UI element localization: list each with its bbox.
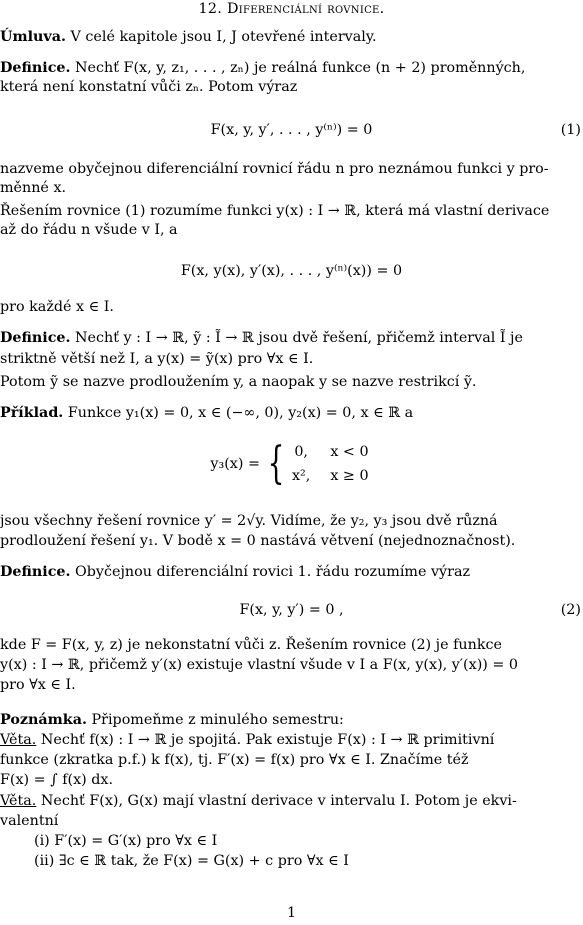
example-text-1: Funkce y₁(x) = 0, x ∈ (−∞, 0), y₂(x) = 0, x ∈ ℝ a (67, 405, 414, 421)
definition-2-label: Definice. (0, 330, 71, 346)
theorem-1-text-1: Nechť f(x) : I → ℝ je spojitá. Pak existuje F(x) : I → ℝ primitivní (40, 732, 495, 748)
theorem-2-label: Věta. (0, 793, 37, 809)
case-2-condition: x ≥ 0 (330, 468, 369, 484)
definition-3-text-1: Obyčejnou diferenciální rovici 1. řádu rozumíme výraz (75, 564, 471, 580)
theorem-1-label: Věta. (0, 732, 37, 748)
theorem-2-text-1: Nechť F(x), G(x) mají vlastní derivace v intervalu I. Potom je ekvi- (40, 793, 517, 809)
definition-1-after-1: nazveme obyčejnou diferenciální rovnicí řádu n pro neznámou funkci y pro- (0, 161, 549, 177)
theorem-1-line-2: funkce (zkratka p.f.) k f(x), tj. F′(x) = f(x) pro ∀x ∈ I. Značíme též (0, 752, 469, 768)
chapter-heading (0, 0, 583, 19)
convention-paragraph (0, 28, 583, 47)
chapter-title: Diferenciální rovnice. (226, 1, 385, 17)
equation-1 (0, 121, 583, 140)
piecewise-cases (292, 440, 373, 488)
piecewise-equation (0, 440, 583, 496)
equation-1-formula: F(x, y, y′, . . . , y⁽ⁿ⁾) = 0 (210, 122, 373, 138)
equation-1-number: (1) (560, 122, 581, 138)
definition-3-line-1 (0, 563, 583, 582)
piecewise-case-2 (292, 464, 373, 488)
theorem-2-line-1 (0, 792, 583, 811)
piecewise-case-1 (292, 440, 373, 464)
convention-text: V celé kapitole jsou I, J otevřené intervaly. (70, 29, 377, 45)
note-line-1 (0, 711, 583, 730)
theorem-1-line-1 (0, 731, 583, 750)
definition-3-after-1: kde F = F(x, y, z) je nekonstatní vůči z. Řešením rovnice (2) je funkce (0, 637, 502, 653)
equation-solution: F(x, y(x), y′(x), . . . , y⁽ⁿ⁾(x)) = 0 (180, 263, 403, 279)
definition-2-line-1 (0, 329, 583, 348)
solution-line-2: až do řádu n všude v I, a (0, 222, 178, 238)
case-1-value: 0, (294, 444, 308, 460)
piecewise-wrap (210, 440, 372, 488)
note-label: Poznámka. (0, 712, 87, 728)
example-after-2: prodloužení řešení y₁. V bodě x = 0 nastává větvení (nejednoznačnost). (0, 533, 516, 549)
definition-1-after-2: měnné x. (0, 180, 67, 196)
chapter-number: 12. (198, 1, 223, 17)
equation-2-number: (2) (560, 602, 581, 618)
example-after-1: jsou všechny řešení rovnice y′ = 2√y. Vidíme, že y₂, y₃ jsou dvě různá (0, 513, 498, 529)
definition-1-text-1: Nechť F(x, y, z₁, . . . , zₙ) je reálná funkce (n + 2) proměnných, (75, 60, 526, 76)
solution-line-1: Řešením rovnice (1) rozumíme funkci y(x) : I → ℝ, která má vlastní derivace (0, 203, 550, 219)
case-2-value: x², (291, 468, 311, 484)
theorem-2-line-2: valentní (0, 813, 59, 829)
convention-label: Úmluva. (0, 29, 66, 45)
example-label: Příklad. (0, 405, 64, 421)
page-number: 1 (286, 905, 297, 921)
definition-3-label: Definice. (0, 564, 71, 580)
piecewise-lhs: y₃(x) = (210, 455, 260, 472)
left-brace-icon: { (267, 438, 285, 489)
case-1-condition: x < 0 (330, 444, 369, 460)
equation-2 (0, 601, 583, 620)
definition-1-line-1 (0, 59, 583, 78)
definition-2-text-1: Nechť y : I → ℝ, ỹ : Ĩ → ℝ jsou dvě řešení, přičemž interval Ĩ je (75, 330, 523, 346)
definition-3-after-2: y(x) : I → ℝ, přičemž y′(x) existuje vlastní všude v I a F(x, y(x), y′(x)) = 0 (0, 657, 519, 673)
definition-1-label: Definice. (0, 60, 71, 76)
definition-3-after-3: pro ∀x ∈ I. (0, 677, 76, 693)
theorem-2-item-1: (i) F′(x) = G′(x) pro ∀x ∈ I (34, 833, 218, 849)
equation-2-formula: F(x, y, y′) = 0 , (239, 602, 344, 618)
definition-2-line-2: striktně větší než I, a y(x) = ỹ(x) pro ∀x ∈ I. (0, 351, 314, 367)
definition-1-line-2: která není konstatní vůči zₙ. Potom výraz (0, 79, 298, 95)
example-line-1 (0, 404, 583, 423)
note-text-1: Připomeňme z minulého semestru: (91, 712, 344, 728)
solution-line-3: pro každé x ∈ I. (0, 299, 114, 315)
definition-2-line-3: Potom ỹ se nazve prodloužením y, a naopak y se nazve restrikcí ỹ. (0, 374, 477, 390)
theorem-1-line-3: F(x) = ∫ f(x) dx. (0, 772, 114, 788)
theorem-2-item-2: (ii) ∃c ∈ ℝ tak, že F(x) = G(x) + c pro ∀x ∈ I (34, 853, 349, 869)
